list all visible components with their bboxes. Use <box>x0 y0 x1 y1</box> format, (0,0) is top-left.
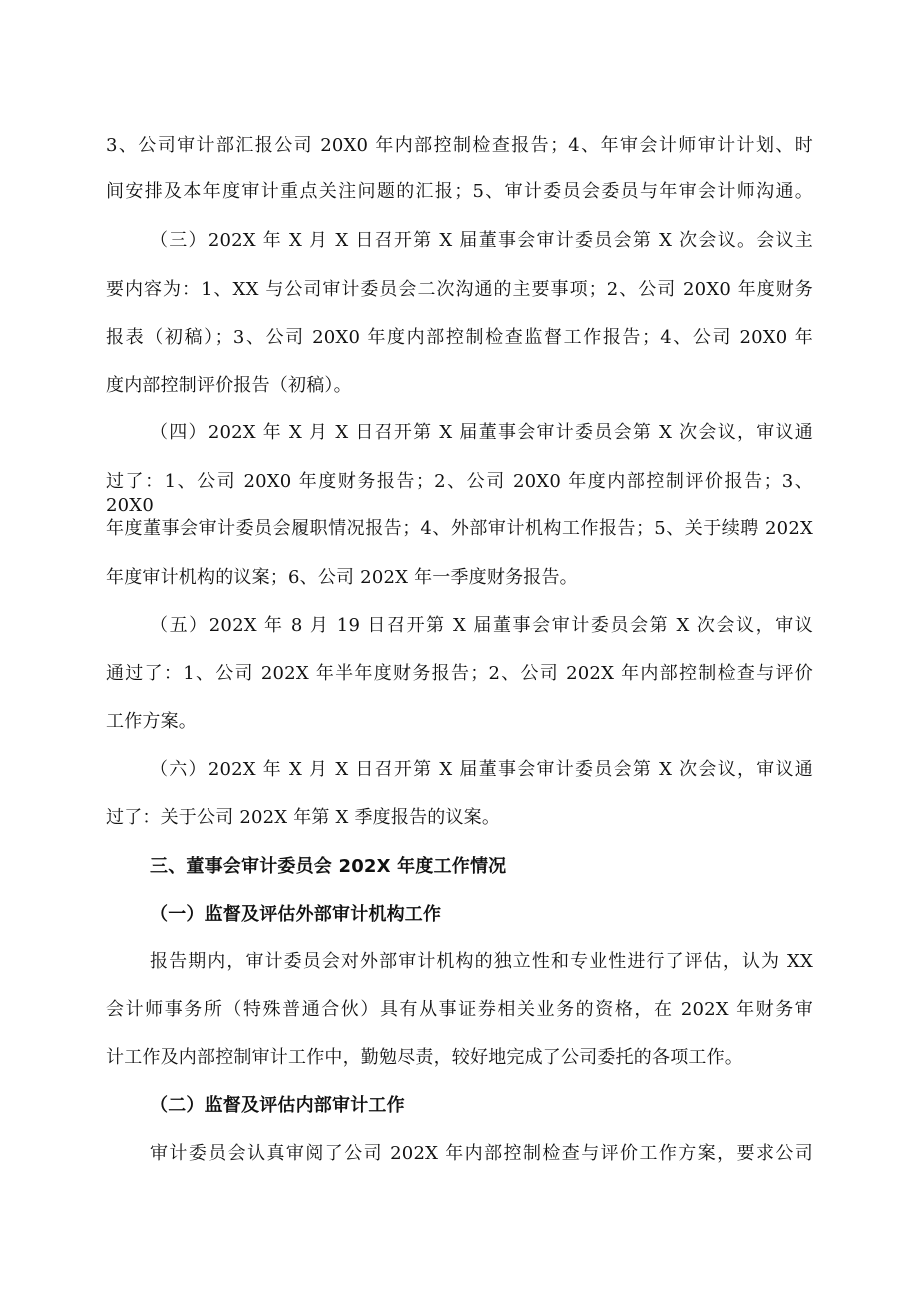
subheading-2: （二）监督及评估内部审计工作 <box>150 1095 405 1116</box>
subheading-1: （一）监督及评估外部审计机构工作 <box>150 904 442 925</box>
paragraph-1-line-1: 3、公司审计部汇报公司 20X0 年内部控制检查报告；4、年审会计师审计计划、时 <box>106 135 813 156</box>
section-heading-3: 三、董事会审计委员会 202X 年度工作情况 <box>150 856 507 877</box>
paragraph-3-line-1: （四）202X 年 X 月 X 日召开第 X 届董事会审计委员会第 X 次会议，审议通 <box>150 422 813 443</box>
paragraph-4-line-1: （五）202X 年 8 月 19 日召开第 X 届董事会审计委员会第 X 次会议，审议 <box>150 615 813 636</box>
paragraph-2-line-4: 度内部控制评价报告（初稿）。 <box>106 375 352 396</box>
paragraph-5-line-1: （六）202X 年 X 月 X 日召开第 X 届董事会审计委员会第 X 次会议，审议通 <box>150 759 813 780</box>
paragraph-3-line-2: 过了：1、公司 20X0 年度财务报告；2、公司 20X0 年度内部控制评价报告；3、20X0 <box>106 471 813 516</box>
paragraph-2-line-2: 要内容为：1、XX 与公司审计委员会二次沟通的主要事项；2、公司 20X0 年度财务 <box>106 279 813 300</box>
paragraph-2-line-3: 报表（初稿）；3、公司 20X0 年度内部控制检查监督工作报告；4、公司 20X0 年 <box>106 327 813 348</box>
paragraph-6-line-2: 会计师事务所（特殊普通合伙）具有从事证券相关业务的资格，在 202X 年财务审 <box>106 999 813 1020</box>
paragraph-7-line-1: 审计委员会认真审阅了公司 202X 年内部控制检查与评价工作方案，要求公司 <box>150 1143 813 1164</box>
paragraph-6-line-3: 计工作及内部控制审计工作中，勤勉尽责，较好地完成了公司委托的各项工作。 <box>106 1047 743 1068</box>
paragraph-4-line-2: 通过了：1、公司 202X 年半年度财务报告；2、公司 202X 年内部控制检查与评价 <box>106 663 813 684</box>
paragraph-4-line-3: 工作方案。 <box>106 711 197 732</box>
paragraph-5-line-2: 过了：关于公司 202X 年第 X 季度报告的议案。 <box>106 807 501 828</box>
paragraph-3-line-4: 年度审计机构的议案；6、公司 202X 年一季度财务报告。 <box>106 567 578 588</box>
paragraph-3-line-3: 年度董事会审计委员会履职情况报告；4、外部审计机构工作报告；5、关于续聘 202X <box>106 518 813 539</box>
paragraph-2-line-1: （三）202X 年 X 月 X 日召开第 X 届董事会审计委员会第 X 次会议。会议主 <box>150 230 813 251</box>
paragraph-1-line-2: 间安排及本年度审计重点关注问题的汇报；5、审计委员会委员与年审会计师沟通。 <box>106 181 813 202</box>
paragraph-6-line-1: 报告期内，审计委员会对外部审计机构的独立性和专业性进行了评估，认为 XX <box>150 951 813 972</box>
